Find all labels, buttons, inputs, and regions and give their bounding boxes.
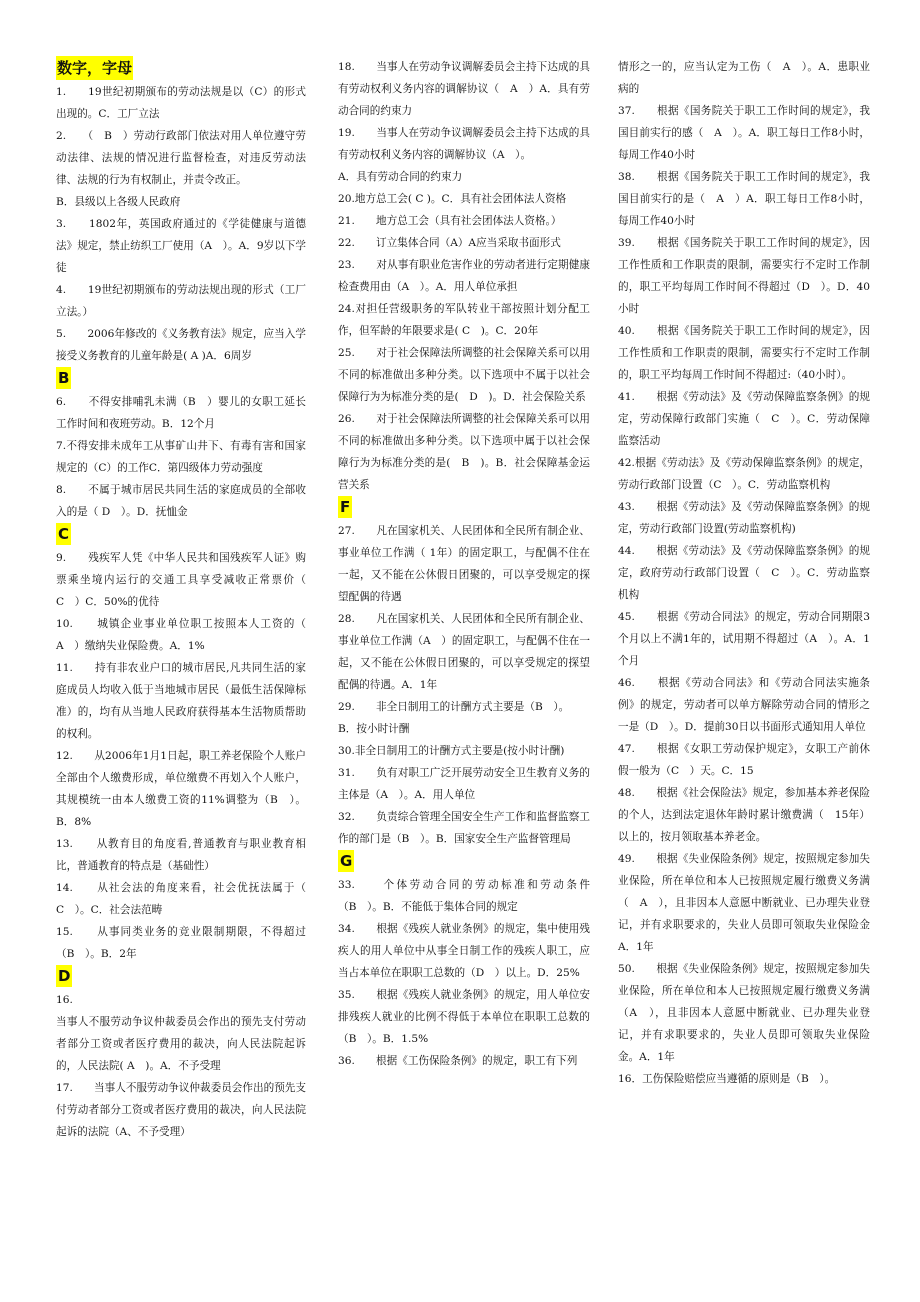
question-item: 32. 负责综合管理全国安全生产工作和监督监察工作的部门是（B ）。B．国家安全生产监督管理局: [338, 811, 590, 845]
letter-heading: G: [340, 852, 353, 870]
question-item: 13. 从教育目的角度看,普通教育与职业教育相比，普通教育的特点是（基础性）: [56, 838, 306, 872]
question-item: 49. 根据《失业保险条例》规定，按照规定参加失业保险，所在单位和本人已按照规定履行缴费义务满（ A ），且非因本人意愿中断就业、已办理失业登记，并有求职要求的，失业人员即可领取失业保险金A．1年: [618, 853, 870, 953]
question-item: A．具有劳动合同的约束力: [338, 171, 463, 183]
question-item: 42.根据《劳动法》及《劳动保障监察条例》的规定，劳动行政部门设置（C ）。C．劳动监察机构: [618, 457, 870, 491]
column-left: [56, 56, 317, 1143]
question-item: 5. 2006年修改的《义务教育法》规定，应当入学接受义务教育的儿童年龄是( A )A．6周岁: [56, 328, 306, 362]
question-item: 22. 订立集体合同（A）A应当采取书面形式: [338, 237, 561, 249]
question-item: 26. 对于社会保障法所调整的社会保障关系可以用不同的标准做出多种分类。以下选项中属于以社会保障行为为标准分类的是( B )。B．社会保障基金运营关系: [338, 413, 590, 491]
question-item: 39. 根据《国务院关于职工工作时间的规定》，因工作性质和工作职责的限制，需要实行不定时工作制的，职工平均每周工作时间不得超过（D ）。D．40小时: [618, 237, 870, 315]
question-item: 31. 负有对职工广泛开展劳动安全卫生教育义务的主体是（A ）。A．用人单位: [338, 767, 590, 801]
question-item: 47. 根据《女职工劳动保护规定》，女职工产前休假一般为（C ）天。C．15: [618, 743, 870, 777]
question-item: 24.对担任营级职务的军队转业干部按照计划分配工作，但军龄的年限要求是( C )。C．20年: [338, 303, 590, 337]
question-item: 14. 从社会法的角度来看，社会优抚法属于（ C ）。C．社会法范畴: [56, 882, 317, 916]
letter-heading: D: [58, 967, 71, 985]
letter-heading: C: [58, 525, 70, 543]
section-heading: 数字，字母: [56, 56, 133, 80]
question-item: 19. 当事人在劳动争议调解委员会主持下达成的具有劳动权利义务内容的调解协议（A ）。: [338, 127, 590, 161]
question-item: 46. 根据《劳动合同法》和《劳动合同法实施条例》的规定，劳动者可以单方解除劳动合同的情形之一是（D ）。D．提前30日以书面形式通知用人单位: [618, 677, 870, 733]
question-item: B．按小时计酬: [338, 723, 410, 735]
question-item: 41. 根据《劳动法》及《劳动保障监察条例》的规定，劳动保障行政部门实施（ C ）。C．劳动保障监察活动: [618, 391, 870, 447]
question-item: 23. 对从事有职业危害作业的劳动者进行定期健康检查费用由（A ）。A．用人单位承担: [338, 259, 590, 293]
question-item: 1. 19世纪初期颁布的劳动法规是以（C）的形式出现的。C．工厂立法: [56, 86, 306, 120]
question-item: 36. 根据《工伤保险条例》的规定，职工有下列: [338, 1055, 578, 1067]
question-item: 33. 个体劳动合同的劳动标准和劳动条件（B ）。B．不能低于集体合同的规定: [338, 879, 590, 913]
question-item: 45. 根据《劳动合同法》的规定，劳动合同期限3个月以上不满1年的，试用期不得超过（A ）。A．1个月: [618, 611, 870, 667]
question-item: 48. 根据《社会保险法》规定，参加基本养老保险的个人，达到法定退休年龄时累计缴费满（ 15年）以上的，按月领取基本养老金。: [618, 787, 870, 843]
question-item: 2. （ B ）劳动行政部门依法对用人单位遵守劳动法律、法规的情况进行监督检查，对违反劳动法律、法规的行为有权制止，并责令改正。: [56, 130, 306, 186]
question-item: 15. 从事同类业务的竞业限制期限，不得超过（B ）。B．2年: [56, 926, 306, 960]
question-item: 16．工伤保险赔偿应当遵循的原则是（B ）。: [618, 1073, 836, 1085]
question-item: 17. 当事人不服劳动争议仲裁委员会作出的预先支付劳动者部分工资或者医疗费用的裁决，向人民法院起诉的法院（A、不予受理）: [56, 1082, 306, 1138]
question-item: 16.: [56, 994, 73, 1006]
question-item: 27. 凡在国家机关、人民团体和全民所有制企业、事业单位工作满（ 1年）的固定职工，与配偶不住在一起，又不能在公休假日团聚的，可以享受规定的探望配偶的待遇: [338, 525, 590, 603]
question-item: 7.不得安排未成年工从事矿山井下、有毒有害和国家规定的（C）的工作C．第四级体力劳动强度: [56, 440, 306, 474]
question-item: 8. 不属于城市居民共同生活的家庭成员的全部收入的是（ D ）。D．抚恤金: [56, 484, 306, 518]
question-item: 44. 根据《劳动法》及《劳动保障监察条例》的规定，政府劳动行政部门设置（ C ）。C．劳动监察机构: [618, 545, 870, 601]
question-item: 11. 持有非农业户口的城市居民,凡共同生活的家庭成员人均收入低于当地城市居民（最低生活保障标准）的，均有从当地人民政府获得基本生活物质帮助的权利。: [56, 662, 306, 740]
question-item: 25. 对于社会保障法所调整的社会保障关系可以用不同的标准做出多种分类。以下选项中不属于以社会保障行为为标准分类的是( D )。D．社会保险关系: [338, 347, 590, 403]
question-item: 34. 根据《残疾人就业条例》的规定，集中使用残疾人的用人单位中从事全日制工作的残疾人职工，应当占本单位在职职工总数的（D ）以上。D．25%: [338, 923, 590, 979]
question-item: 4. 19世纪初期颁布的劳动法规出现的形式（工厂立法。）: [56, 284, 306, 318]
letter-heading: B: [58, 369, 70, 387]
question-item: 38. 根据《国务院关于职工工作时间的规定》，我国目前实行的是（ A ）A．职工每日工作8小时，每周工作40小时: [618, 171, 870, 227]
question-item: 50. 根据《失业保险条例》规定，按照规定参加失业保险，所在单位和本人已按照规定履行缴费义务满（A ），且非因本人意愿中断就业、已办理失业登记，并有求职要求的，失业人员即可领取失业保险金。A．1年: [618, 963, 870, 1063]
question-item: 6. 不得安排哺乳未满（B ）婴儿的女职工延长工作时间和夜班劳动。B．12个月: [56, 396, 306, 430]
question-item: B．县级以上各级人民政府: [56, 196, 181, 208]
question-item: 29. 非全日制用工的计酬方式主要是（B ）。: [338, 701, 570, 713]
question-item: 35. 根据《残疾人就业条例》的规定，用人单位安排残疾人就业的比例不得低于本单位在职职工总数的（B ）。B．1.5%: [338, 989, 590, 1045]
question-item: 18. 当事人在劳动争议调解委员会主持下达成的具有劳动权利义务内容的调解协议（ A ）A．具有劳动合同的约束力: [338, 61, 590, 117]
column-middle: [338, 56, 590, 1072]
question-item: 12. 从2006年1月1日起，职工养老保险个人账户全部由个人缴费形成，单位缴费不再划入个人账户，其规模统一由本人缴费工资的11%调整为（B ）。B．8%: [56, 750, 306, 828]
question-item: 28. 凡在国家机关、人民团体和全民所有制企业、事业单位工作满（A ）的固定职工，与配偶不住在一起，又不能在公休假日团聚的，可以享受规定的探望配偶的待遇。A．1年: [338, 613, 590, 691]
column-right: [618, 56, 870, 1090]
question-item: 30.非全日制用工的计酬方式主要是(按小时计酬): [338, 745, 565, 757]
question-item: 43. 根据《劳动法》及《劳动保障监察条例》的规定，劳动行政部门设置(劳动监察机构): [618, 501, 870, 535]
question-item: 21. 地方总工会（具有社会团体法人资格。）: [338, 215, 562, 227]
letter-heading: F: [340, 498, 351, 516]
question-item: 37. 根据《国务院关于职工工作时间的规定》，我国目前实行的感（ A ）。A．职工每日工作8小时，每周工作40小时: [618, 105, 870, 161]
question-item: 20.地方总工会( C )。C．具有社会团体法人资格: [338, 193, 567, 205]
question-item: 当事人不服劳动争议仲裁委员会作出的预先支付劳动者部分工资或者医疗费用的裁决，向人民法院起诉的，人民法院( A )。A．不予受理: [56, 1016, 306, 1072]
question-item: 10. 城镇企业事业单位职工按照本人工资的（ A ）缴纳失业保险费。A．1%: [56, 618, 306, 652]
question-item: 情形之一的，应当认定为工伤（ A ）。A．患职业病的: [618, 61, 870, 95]
question-item: 3. 1802年，英国政府通过的《学徒健康与道德法》规定，禁止纺织工厂使用（A ）。A．9岁以下学徒: [56, 218, 306, 274]
question-item: 40. 根据《国务院关于职工工作时间的规定》，因工作性质和工作职责的限制，需要实行不定时工作制的，职工平均每周工作时间不得超过:（40小时）。: [618, 325, 870, 381]
question-item: 9. 残疾军人凭《中华人民共和国残疾军人证》购票乘坐境内运行的交通工具享受减收正常票价（ C ）C．50%的优待: [56, 552, 317, 608]
